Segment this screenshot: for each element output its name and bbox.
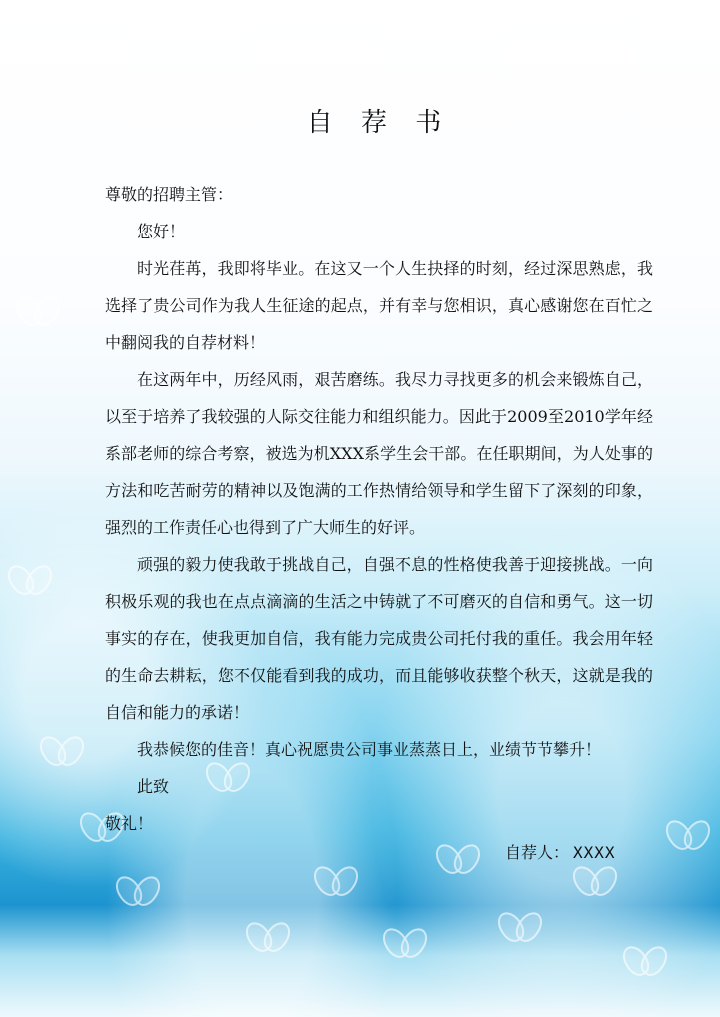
flower-icon <box>575 874 615 914</box>
closing-salute: 敬礼！ <box>105 814 154 833</box>
signature <box>505 834 616 871</box>
flower-icon <box>10 573 50 613</box>
flower-icon <box>316 874 356 914</box>
flower-icon <box>118 884 158 924</box>
page-title: 自 荐 书 <box>306 108 452 138</box>
paragraph-character: 顽强的毅力使我敢于挑战自己，自强不息的性格使我善于迎接挑战。一向积极乐观的我也在点点滴滴的生活之中铸就了不可磨灭的自信和勇气。这一切事实的存在，使我更加自信，我有能力完成贵公司托付我的重任。我会用年轻的生命去耕耘，您不仅能看到我的成功，而且能够收获整个秋天，这就是我的自信和能力的承诺！ <box>105 555 653 722</box>
signature-label: 自荐人： <box>505 843 570 862</box>
salutation: 尊敬的招聘主管： <box>105 185 234 204</box>
greeting: 您好！ <box>137 222 186 241</box>
flower-icon <box>42 744 82 784</box>
paragraph-closing: 我恭候您的佳音！真心祝愿贵公司事业蒸蒸日上，业绩节节攀升！ <box>137 740 602 759</box>
flower-icon <box>625 954 665 994</box>
letter-content <box>105 102 653 842</box>
flower-icon <box>385 936 425 976</box>
flower-icon <box>248 930 288 970</box>
closing-phrase: 此致 <box>137 777 170 796</box>
flower-icon <box>438 852 478 892</box>
paragraph-intro: 时光荏苒，我即将毕业。在这又一个人生抉择的时刻，经过深思熟虑，我选择了贵公司作为我人生征途的起点，并有幸与您相识，真心感谢您在百忙之中翻阅我的自荐材料！ <box>105 259 653 352</box>
flower-icon <box>18 86 58 126</box>
flower-icon <box>500 920 540 960</box>
flower-icon <box>668 828 708 868</box>
signature-name: XXXX <box>573 843 616 862</box>
flower-icon <box>18 304 58 344</box>
paragraph-experience: 在这两年中，历经风雨，艰苦磨练。我尽力寻找更多的机会来锻炼自己，以至于培养了我较强的人际交往能力和组织能力。因此于2009至2010学年经系部老师的综合考察，被选为机XXX系学生会干部。在任职期间，为人处事的方法和吃苦耐劳的精神以及饱满的工作热情给领导和学生留下了深刻的印象，强烈的工作责任心也得到了广大师生的好评。 <box>105 370 653 537</box>
flower-icon <box>36 212 76 252</box>
